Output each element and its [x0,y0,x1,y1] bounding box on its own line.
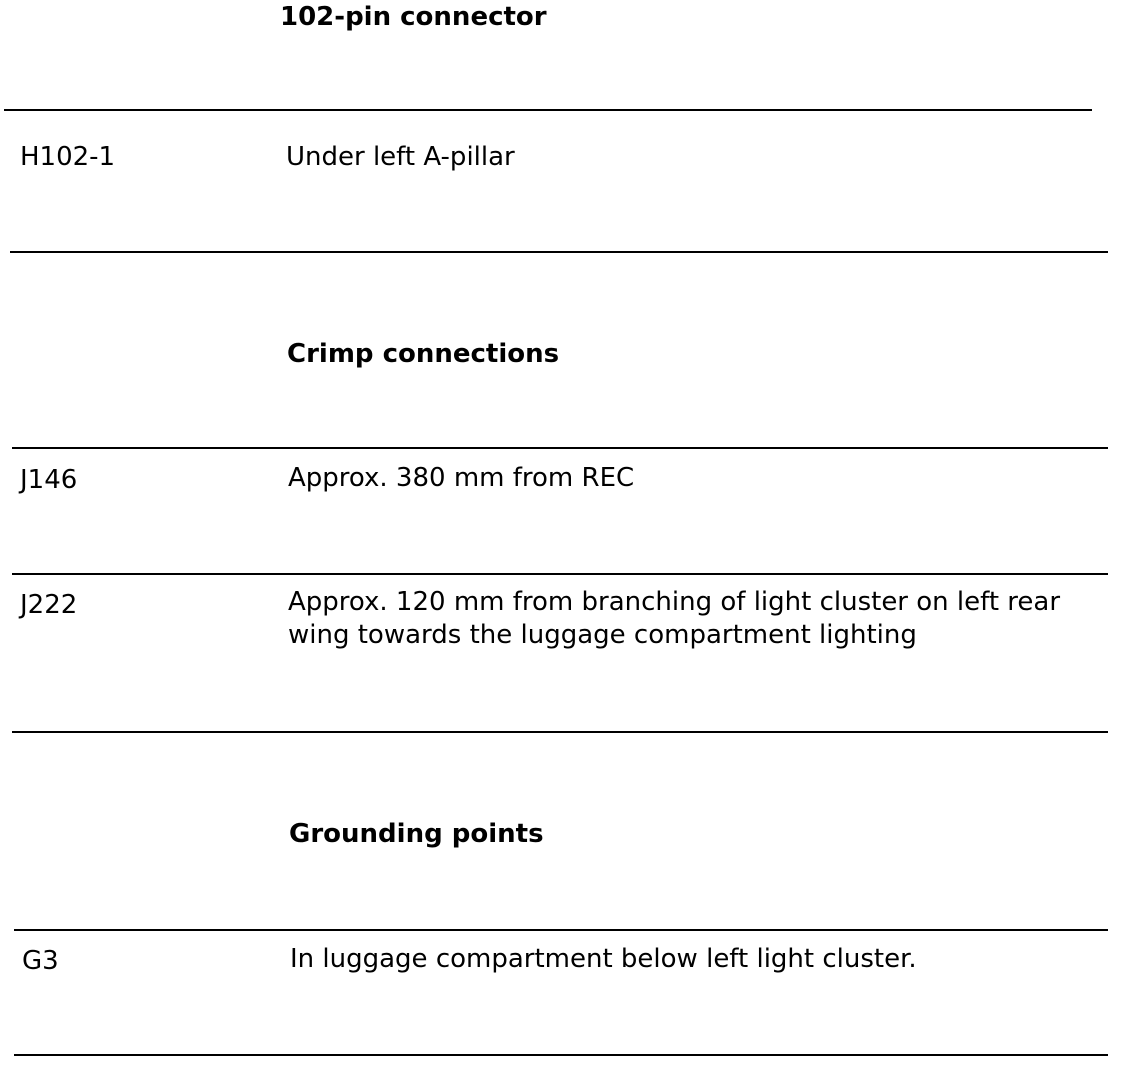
part-location: Approx. 380 mm from REC [288,463,635,493]
part-location: Approx. 120 mm from branching of light cluster on left rear wing towards the luggage compartment lighting [288,587,1061,650]
section-heading-crimp: Crimp connections [287,339,560,369]
divider [12,731,1108,733]
divider [12,573,1108,575]
section-heading-grounding: Grounding points [289,819,544,849]
part-code: H102-1 [20,142,116,172]
section-heading-connector: 102-pin connector [280,2,547,32]
divider [14,1054,1108,1056]
part-location: In luggage compartment below left light cluster. [290,944,917,974]
part-code: G3 [22,946,59,976]
divider [10,251,1108,253]
part-location: Under left A-pillar [286,142,515,172]
divider [12,447,1108,449]
divider [4,109,1092,111]
part-code: J146 [20,465,78,495]
part-code: J222 [20,590,78,620]
divider [14,929,1108,931]
